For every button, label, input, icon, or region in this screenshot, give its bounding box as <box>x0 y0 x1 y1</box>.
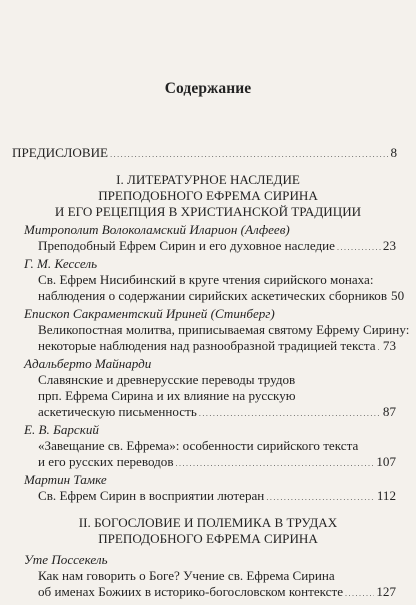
entry-title-line: Как нам говорить о Боге? Учение св. Ефрема Сирина <box>38 568 335 583</box>
page-number: 107 <box>376 454 396 469</box>
page-number: 8 <box>390 145 397 160</box>
entry-title-line: и его русских переводов <box>38 454 174 469</box>
toc-entry <box>38 288 405 304</box>
section-heading-1-line-3: И ЕГО РЕЦЕПЦИЯ В ХРИСТИАНСКОЙ ТРАДИЦИИ <box>54 204 362 219</box>
entry-title-line: «Завещание св. Ефрема»: особенности сирийского текста <box>38 438 359 453</box>
toc-entry <box>38 454 396 470</box>
entry-title-line: прп. Ефрема Сирина и их влияние на русскую <box>38 388 296 403</box>
toc-entry <box>38 488 396 504</box>
toc-entry-foreword <box>12 145 397 161</box>
page-title: Содержание <box>164 80 252 97</box>
leader-dots <box>337 244 381 252</box>
section-heading-1-line-2: ПРЕПОДОБНОГО ЕФРЕМА СИРИНА <box>98 188 318 203</box>
page-number: 73 <box>382 338 396 353</box>
leader-dots <box>266 494 375 502</box>
entry-author: Е. В. Барский <box>24 422 99 437</box>
entry-title-line: Великопостная молитва, приписываемая святому Ефрему Сирину: <box>38 322 410 337</box>
toc-entry <box>38 404 396 420</box>
entry-title-line: об именах Божиих в историко-богословском контексте <box>38 584 344 599</box>
entry-author: Г. М. Кессель <box>24 256 98 271</box>
leader-dots <box>176 460 375 468</box>
toc-entry <box>38 238 396 254</box>
entry-author: Митрополит Волоколамский Иларион (Алфеев) <box>24 222 290 237</box>
page-number: 127 <box>376 584 396 599</box>
section-heading-1-line-1: I. ЛИТЕРАТУРНОЕ НАСЛЕДИЕ <box>116 172 300 187</box>
page-number: 112 <box>376 488 396 503</box>
entry-title-line: Славянские и древнерусские переводы трудов <box>38 372 296 387</box>
entry-title-line: Св. Ефрем Нисибинский в круге чтения сирийского монаха: <box>38 272 374 287</box>
entry-title-line: аскетическую письменность <box>38 404 197 419</box>
entry-title-line: Преподобный Ефрем Сирин и его духовное наследие <box>38 238 335 253</box>
page-number: 87 <box>382 404 396 419</box>
entry-title-line: некоторые наблюдения над разнообразной традицией текста <box>38 338 376 353</box>
entry-author: Адальберто Майнарди <box>24 356 152 371</box>
toc-entry <box>38 584 396 600</box>
page-number: 23 <box>382 238 396 253</box>
leader-dots <box>378 344 381 352</box>
leader-dots <box>199 410 381 418</box>
toc-entry <box>38 338 396 354</box>
page-number: 50 <box>391 288 405 303</box>
section-heading-2-line-2: ПРЕПОДОБНОГО ЕФРЕМА СИРИНА <box>98 531 318 546</box>
leader-dots <box>110 151 388 159</box>
foreword-label: ПРЕДИСЛОВИЕ <box>12 145 109 160</box>
leader-dots <box>345 590 374 598</box>
entry-title-line: наблюдения о содержании сирийских аскетических сборников <box>38 288 388 303</box>
entry-author: Мартин Тамке <box>24 472 107 487</box>
entry-title-line: Св. Ефрем Сирин в восприятии лютеран <box>38 488 265 503</box>
entry-author: Епископ Сакраментский Ириней (Стинберг) <box>24 306 275 321</box>
entry-author: Уте Поссекель <box>24 552 108 567</box>
section-heading-2-line-1: II. БОГОСЛОВИЕ И ПОЛЕМИКА В ТРУДАХ <box>78 515 338 530</box>
